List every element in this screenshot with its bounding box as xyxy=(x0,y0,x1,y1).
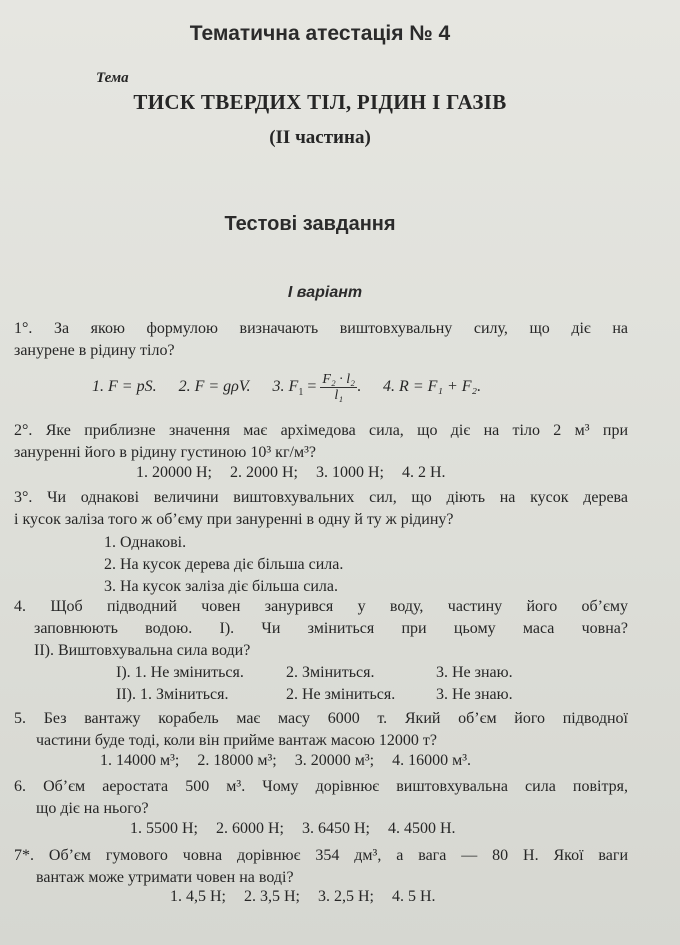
question-line: що діє на нього? xyxy=(36,800,149,817)
option-2: 2. Не зміниться. xyxy=(286,686,396,703)
option-1: 1. 4,5 Н; xyxy=(170,888,226,905)
question-line: частини буде тоді, коли він прийме вантаж масою 12000 т? xyxy=(36,732,437,749)
question-line: Щоб підводний човен занурився у воду, частину його об’єму xyxy=(50,598,628,615)
variant-heading: І варіант xyxy=(287,284,363,301)
topic-title: ТИСК ТВЕРДИХ ТІЛ, РІДИН І ГАЗІВ xyxy=(133,90,507,114)
question-text xyxy=(14,776,628,798)
question-2-options xyxy=(136,464,446,482)
option-2: 2. 6000 Н; xyxy=(216,820,284,837)
option-3: 3. 2,5 Н; xyxy=(318,888,374,905)
option-1: 1. Однакові. xyxy=(104,534,187,551)
option-4: 4. 5 Н. xyxy=(392,888,436,905)
option-3: 3. $F_1$ = $\frac{\text{F₂ · l₂}}{\text{l₁}}$ . xyxy=(272,372,362,403)
fraction: $\frac{\text{F₂ · l₂}}{\text{l₁}}$ xyxy=(322,372,356,403)
question-number: 6. xyxy=(14,778,26,795)
question-1 xyxy=(14,318,628,362)
question-number: 5. xyxy=(14,710,26,727)
question-3-options xyxy=(104,532,343,598)
question-line: Чи однакові величини виштовхувальних сил, що діють на кусок дерева xyxy=(47,489,628,506)
question-number: 4. xyxy=(14,598,26,615)
part-subtitle: (ІІ частина) xyxy=(269,127,371,148)
question-number: 3°. xyxy=(14,489,33,506)
options-row-1 xyxy=(116,662,513,684)
question-text xyxy=(14,708,628,730)
question-line: і кусок заліза того ж об’єму при зануренні в одну й ту ж рідину? xyxy=(14,511,454,528)
question-line: Яке приблизне значення має архімедова сила, що діє на тіло 2 м³ при xyxy=(45,422,629,439)
question-4-options xyxy=(116,662,513,706)
option-4: 4. R = F₁ + F₂. xyxy=(383,378,482,396)
question-text xyxy=(14,596,628,618)
question-7 xyxy=(14,845,628,889)
question-7-options xyxy=(170,888,436,906)
option-2: 2. 18000 м³; xyxy=(197,752,277,769)
option-4: 4. 16000 м³. xyxy=(392,752,472,769)
question-number: 7*. xyxy=(14,847,34,864)
question-line: занурене в рідину тіло? xyxy=(14,342,175,359)
option-3: 3. На кусок заліза діє більша сила. xyxy=(104,578,338,595)
question-number: 1°. xyxy=(14,320,33,337)
question-6-options xyxy=(130,820,456,838)
page-title: Тематична атестація № 4 xyxy=(189,22,451,45)
option-1: 1. 5500 Н; xyxy=(130,820,198,837)
option-2: 2. 2000 Н; xyxy=(230,464,298,481)
question-text xyxy=(14,318,628,340)
question-line: Об’єм гумового човна дорівнює 354 дм³, а вага — 80 Н. Якої ваги xyxy=(48,847,629,864)
option-1: 1. 20000 Н; xyxy=(136,464,212,481)
question-1-options xyxy=(92,372,481,403)
option-2: 2. На кусок дерева діє більша сила. xyxy=(104,556,344,573)
question-line: зануренні його в рідину густиною 10³ кг/м³? xyxy=(14,444,316,461)
option-3: 3. 20000 м³; xyxy=(294,752,375,769)
topic-label: Тема xyxy=(96,70,129,86)
question-line: За якою формулою визначають виштовхувальну силу, що діє на xyxy=(53,320,629,337)
option-1: 1. F = pS. xyxy=(92,378,157,396)
question-5 xyxy=(14,708,628,752)
question-text xyxy=(14,487,628,509)
question-3 xyxy=(14,487,628,531)
option-4: 4. 2 Н. xyxy=(402,464,446,481)
question-text xyxy=(14,420,628,442)
option-2: 2. 3,5 Н; xyxy=(244,888,300,905)
question-text xyxy=(14,845,628,867)
options-row-2 xyxy=(116,684,513,706)
question-line: Об’єм аеростата 500 м³. Чому дорівнює виштовхувальна сила повітря, xyxy=(43,778,629,795)
option-3: 3. Не знаю. xyxy=(436,664,513,681)
question-line: Без вантажу корабель має масу 6000 т. Який об’єм його підводної xyxy=(43,710,629,727)
option-1: І). 1. Не зміниться. xyxy=(116,664,244,681)
option-3: 3. Не знаю. xyxy=(436,686,513,703)
question-line: ІІ). Виштовхувальна сила води? xyxy=(34,642,251,659)
section-heading: Тестові завдання xyxy=(224,213,396,235)
option-4: 4. 4500 Н. xyxy=(388,820,456,837)
option-1: 1. 14000 м³; xyxy=(100,752,180,769)
option-2: 2. F = gρV. xyxy=(178,378,251,396)
question-4 xyxy=(14,596,628,662)
option-3: 3. 1000 Н; xyxy=(316,464,384,481)
option-2: 2. Зміниться. xyxy=(286,664,375,681)
question-line: заповнюють водою. І). Чи зміниться при цьому маса човна? xyxy=(34,620,628,637)
question-line: вантаж може утримати човен на воді? xyxy=(36,869,294,886)
question-number: 2°. xyxy=(14,422,33,439)
question-5-options xyxy=(100,752,471,770)
question-2 xyxy=(14,420,628,464)
question-6 xyxy=(14,776,628,820)
option-3: 3. 6450 Н; xyxy=(302,820,370,837)
option-1: ІІ). 1. Зміниться. xyxy=(116,686,229,703)
